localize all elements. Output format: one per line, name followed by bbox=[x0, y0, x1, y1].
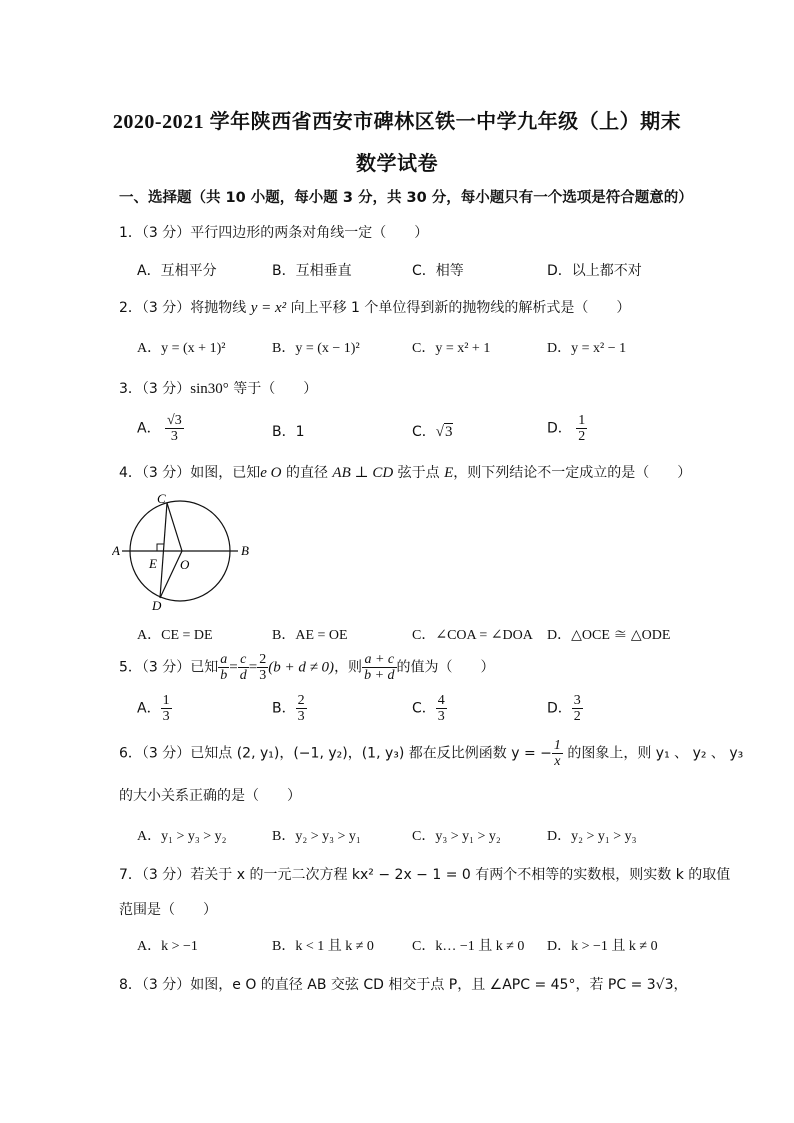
q5-mid: ，则 bbox=[334, 659, 363, 676]
label-b: B bbox=[241, 543, 249, 558]
q5-a-den: 3 bbox=[162, 709, 170, 724]
q5-option-c: C． $\frac{4}{3}$ bbox=[412, 693, 445, 724]
q1-option-c: C．相等 bbox=[412, 263, 464, 279]
q3-suffix: 等于（ ） bbox=[228, 381, 318, 397]
q5-option-d: D． $\frac{3}{2}$ bbox=[547, 693, 581, 724]
page-title: 2020-2021 学年陕西省西安市碑林区铁一中学九年级（上）期末 bbox=[112, 111, 682, 133]
q5-c-num: 4 bbox=[437, 693, 445, 708]
q5-suffix: 的值为（ ） bbox=[396, 659, 495, 676]
q4-expr: AB ⊥ CD bbox=[332, 465, 394, 481]
q5-condition: (b + d ≠ 0) bbox=[268, 659, 335, 676]
q4-option-b: B．AE = OE bbox=[272, 628, 348, 643]
label-d: D bbox=[152, 598, 162, 613]
page-subtitle: 数学试卷 bbox=[356, 153, 438, 175]
question-6-line2: 的大小关系正确的是（ ） bbox=[119, 788, 301, 804]
q2-option-c: C．y = x² + 1 bbox=[412, 341, 491, 356]
question-8-line1: 8．（3 分）如图，e O 的直径 AB 交弦 CD 相交于点 P，且 ∠APC = 45°，若 PC = 3√3， bbox=[119, 977, 688, 993]
q3-a-numerator: √3 bbox=[167, 413, 182, 428]
q5-b-num: 2 bbox=[297, 693, 305, 708]
q6-line1-text: 6．（3 分）已知点 (2, y₁)，(−1, y₂)，(1, y₃) 都在反比例函数 y = − bbox=[119, 745, 552, 762]
q5-frac4-den: b + d bbox=[364, 668, 395, 683]
q5-d-den: 2 bbox=[573, 709, 581, 724]
q5-eq2: = bbox=[248, 659, 258, 676]
q5-a-num: 1 bbox=[162, 693, 170, 708]
q6-frac-num: 1 bbox=[553, 738, 561, 753]
q2-suffix: 向上平移 1 个单位得到新的抛物线的解析式是（ ） bbox=[286, 300, 631, 316]
q5-option-b: B． $\frac{2}{3}$ bbox=[272, 693, 305, 724]
q1-option-a: A．互相平分 bbox=[137, 263, 217, 279]
q3-c-radicand: 3 bbox=[445, 424, 453, 440]
q3-option-c: C．√3 bbox=[412, 424, 453, 440]
q4-circle: e O bbox=[260, 465, 282, 481]
q4-option-c: C．∠COA = ∠DOA bbox=[412, 628, 533, 643]
q5-frac3-den: 3 bbox=[259, 668, 267, 683]
question-3-stem bbox=[119, 378, 317, 398]
q2-option-a: A．y = (x + 1)² bbox=[137, 341, 226, 356]
question-4-stem bbox=[119, 462, 691, 482]
q3-option-d-label: D． bbox=[547, 420, 572, 437]
q3-option-a bbox=[137, 413, 184, 444]
q6-line1-end: 的图象上，则 y₁ 、 y₂ 、 y₃ bbox=[562, 745, 744, 762]
q5-b-den: 3 bbox=[297, 709, 305, 724]
q5-c-den: 3 bbox=[437, 709, 445, 724]
q5-frac2-num: c bbox=[238, 652, 249, 668]
q2-option-b: B．y = (x − 1)² bbox=[272, 341, 360, 356]
q3-d-denominator: 2 bbox=[578, 429, 586, 444]
q7-option-d: D．k > −1 且 k ≠ 0 bbox=[547, 939, 658, 954]
q5-frac4-num: a + c bbox=[362, 652, 396, 668]
q5-frac3-num: 2 bbox=[259, 652, 267, 667]
q3-d-numerator: 1 bbox=[578, 413, 586, 428]
label-a: A bbox=[112, 543, 120, 558]
q3-prefix: 3．（3 分） bbox=[119, 381, 191, 397]
circle-diagram bbox=[112, 491, 262, 616]
question-1-stem: 1．（3 分）平行四边形的两条对角线一定（ ） bbox=[119, 225, 429, 241]
label-e: E bbox=[149, 556, 157, 571]
question-7-line1: 7．（3 分）若关于 x 的一元二次方程 kx² − 2x − 1 = 0 有两个不相等的实数根，则实数 k 的取值 bbox=[119, 867, 731, 883]
q4-mid2: 弦于点 bbox=[393, 465, 445, 481]
q6-option-b: B．y₂ > y₃ > y₁ bbox=[272, 829, 361, 844]
q4-mid1: 的直径 bbox=[281, 465, 333, 481]
q7-option-c: C．k… −1 且 k ≠ 0 bbox=[412, 939, 525, 954]
q6-option-d: D．y₂ > y₁ > y₃ bbox=[547, 829, 637, 844]
segment-oc bbox=[167, 503, 182, 551]
q5-option-a: A． $\frac{1}{3}$ bbox=[137, 693, 170, 724]
q7-option-a: A．k > −1 bbox=[137, 939, 198, 954]
q5-frac1-num: a bbox=[220, 652, 228, 667]
q5-frac1-den: b bbox=[220, 668, 228, 683]
q1-option-d: D．以上都不对 bbox=[547, 263, 642, 279]
q1-option-b: B．互相垂直 bbox=[272, 263, 352, 279]
q4-suffix: ，则下列结论不一定成立的是（ ） bbox=[453, 465, 692, 481]
q5-eq1: = bbox=[229, 659, 238, 676]
q2-option-d: D．y = x² − 1 bbox=[547, 341, 627, 356]
q6-frac-den: x bbox=[554, 754, 561, 769]
q5-frac2-den: d bbox=[239, 668, 247, 683]
label-o: O bbox=[180, 557, 190, 572]
q5-d-num: 3 bbox=[573, 693, 581, 708]
q2-expr: y = x² bbox=[250, 300, 287, 316]
q7-option-b: B．k < 1 且 k ≠ 0 bbox=[272, 939, 374, 954]
q3-expr: sin30° bbox=[190, 381, 229, 397]
q2-prefix: 2．（3 分）将抛物线 bbox=[119, 300, 251, 316]
q4-option-d: D．△OCE ≅ △ODE bbox=[547, 628, 671, 643]
question-5-stem bbox=[119, 652, 495, 683]
q6-option-c: C．y₃ > y₁ > y₂ bbox=[412, 829, 501, 844]
q3-option-c-label: C． bbox=[412, 424, 436, 440]
q3-a-denominator: 3 bbox=[170, 429, 178, 444]
question-2-stem bbox=[119, 297, 630, 317]
q6-option-a: A．y₁ > y₃ > y₂ bbox=[137, 829, 227, 844]
question-7-line2: 范围是（ ） bbox=[119, 902, 217, 918]
label-c: C bbox=[157, 491, 166, 506]
q4-prefix: 4．（3 分）如图，已知 bbox=[119, 465, 261, 481]
section-heading: 一、选择题（共 10 小题，每小题 3 分，共 30 分，每小题只有一个选项是符合题意的） bbox=[119, 190, 693, 206]
q3-option-a-label: A． bbox=[137, 420, 161, 437]
question-6-line1 bbox=[119, 738, 743, 769]
q5-prefix: 5．（3 分）已知 bbox=[119, 659, 219, 676]
q4-option-a: A．CE = DE bbox=[137, 628, 213, 643]
q4-point: E bbox=[444, 465, 454, 481]
q3-option-d bbox=[547, 413, 587, 444]
q3-option-b: B．1 bbox=[272, 424, 305, 440]
